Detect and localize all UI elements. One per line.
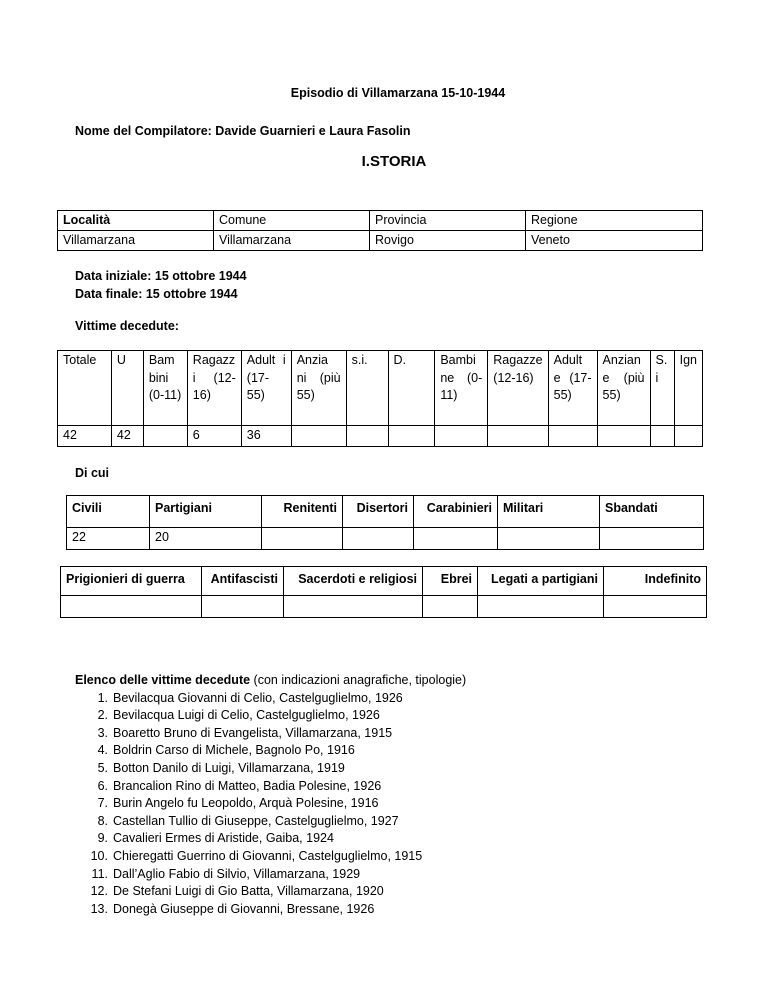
category-value-partigiani: 20 <box>150 528 262 550</box>
victims-value-bambine <box>435 426 488 447</box>
location-header-provincia: Provincia <box>370 211 526 231</box>
category2-header-ebrei: Ebrei <box>423 567 478 596</box>
location-value-comune: Villamarzana <box>214 231 370 251</box>
list-item-number: 2. <box>97 708 108 723</box>
list-item-text: Donegà Giuseppe di Giovanni, Bressane, 1926 <box>113 901 375 916</box>
category2-value-indefinito <box>604 596 707 618</box>
list-item-number: 5. <box>97 760 108 775</box>
victims-value-anziane <box>597 426 650 447</box>
list-item <box>75 830 466 848</box>
location-value-row <box>58 231 703 251</box>
di-cui-label: Di cui <box>75 466 110 480</box>
list-item <box>75 760 466 778</box>
location-header-localita: Località <box>58 211 214 231</box>
victims-header-adulte: Adult e (17-55) <box>548 351 597 426</box>
list-item-text: Castellan Tullio di Giuseppe, Castelguglielmo, 1927 <box>113 813 399 828</box>
category-value-civili: 22 <box>67 528 150 550</box>
victims-header-totale: Totale <box>58 351 112 426</box>
categories-table-2 <box>60 566 707 618</box>
category2-header-legati: Legati a partigiani <box>478 567 604 596</box>
location-value-regione: Veneto <box>526 231 703 251</box>
victims-header-bambini: Bam bini (0-11) <box>143 351 187 426</box>
list-heading-bold: Elenco delle vittime decedute <box>75 673 251 687</box>
victims-header-adulti: Adult i (17-55) <box>241 351 291 426</box>
victims-value-ign <box>674 426 702 447</box>
victims-value-u: 42 <box>111 426 143 447</box>
victims-header-ragazze: Ragazze (12-16) <box>488 351 548 426</box>
category2-value-ebrei <box>423 596 478 618</box>
victims-header-row <box>58 351 703 426</box>
categories2-header-row <box>61 567 707 596</box>
category-value-carabinieri <box>414 528 498 550</box>
list-item-text: Burin Angelo fu Leopoldo, Arquà Polesine, 1916 <box>113 796 379 811</box>
list-item-text: Chieregatti Guerrino di Giovanni, Castelguglielmo, 1915 <box>113 848 423 863</box>
list-item-number: 9. <box>97 831 108 846</box>
list-item <box>75 901 466 919</box>
list-item-number: 8. <box>97 813 108 828</box>
victims-value-s-i <box>650 426 674 447</box>
victims-header-ign: Ign <box>674 351 702 426</box>
compiler-line: Nome del Compilatore: Davide Guarnieri e Laura Fasolin <box>75 124 411 138</box>
categories2-value-row <box>61 596 707 618</box>
list-item <box>75 725 466 743</box>
categories-table <box>66 495 704 550</box>
list-item-number: 13. <box>90 901 108 916</box>
category-value-renitenti <box>262 528 343 550</box>
category2-value-legati <box>478 596 604 618</box>
victims-header-anziani: Anzia ni (più 55) <box>291 351 346 426</box>
location-table <box>57 210 703 251</box>
victims-value-si <box>346 426 388 447</box>
end-date: Data finale: 15 ottobre 1944 <box>75 287 238 301</box>
category2-value-prigionieri <box>61 596 202 618</box>
categories-header-row <box>67 496 704 528</box>
category2-value-sacerdoti <box>284 596 423 618</box>
victims-value-anziani <box>291 426 346 447</box>
victims-header-ragazzi: Ragazz i (12-16) <box>187 351 241 426</box>
list-item <box>75 866 466 884</box>
list-item <box>75 707 466 725</box>
victims-header-bambine: Bambi ne (0-11) <box>435 351 488 426</box>
category-value-sbandati <box>600 528 704 550</box>
category-value-disertori <box>343 528 414 550</box>
list-item <box>75 883 466 901</box>
victims-header-s-i: S. i <box>650 351 674 426</box>
list-item <box>75 690 466 708</box>
category2-value-antifascisti <box>202 596 284 618</box>
victims-header-u: U <box>111 351 143 426</box>
list-item-number: 7. <box>97 796 108 811</box>
list-item <box>75 742 466 760</box>
victims-value-d <box>388 426 435 447</box>
victims-list <box>75 672 466 918</box>
list-item-text: Cavalieri Ermes di Aristide, Gaiba, 1924 <box>113 831 334 846</box>
list-item-text: Dall’Aglio Fabio di Silvio, Villamarzana, 1929 <box>113 866 361 881</box>
location-header-regione: Regione <box>526 211 703 231</box>
list-item-number: 11. <box>91 866 108 881</box>
category2-header-sacerdoti: Sacerdoti e religiosi <box>284 567 423 596</box>
list-item-text: Bevilacqua Luigi di Celio, Castelguglielmo, 1926 <box>113 708 380 723</box>
category-header-renitenti: Renitenti <box>262 496 343 528</box>
start-date: Data iniziale: 15 ottobre 1944 <box>75 269 247 283</box>
category-header-sbandati: Sbandati <box>600 496 704 528</box>
category-header-disertori: Disertori <box>343 496 414 528</box>
list-item-text: Boldrin Carso di Michele, Bagnolo Po, 1916 <box>113 743 355 758</box>
category2-header-prigionieri: Prigionieri di guerra <box>61 567 202 596</box>
list-heading <box>75 672 466 690</box>
location-header-comune: Comune <box>214 211 370 231</box>
list-item-text: De Stefani Luigi di Gio Batta, Villamarzana, 1920 <box>113 884 384 899</box>
location-header-row <box>58 211 703 231</box>
category2-header-indefinito: Indefinito <box>604 567 707 596</box>
list-item-number: 1. <box>97 690 108 705</box>
dates-block <box>75 267 247 303</box>
list-item-number: 3. <box>97 725 108 740</box>
category-value-militari <box>498 528 600 550</box>
list-item-number: 4. <box>97 743 108 758</box>
list-heading-normal: (con indicazioni anagrafiche, tipologie) <box>250 673 467 687</box>
victims-label: Vittime decedute: <box>75 319 179 333</box>
victims-header-anziane: Anzian e (più 55) <box>597 351 650 426</box>
list-item-number: 12. <box>90 884 108 899</box>
victims-value-row <box>58 426 703 447</box>
list-item <box>75 813 466 831</box>
category-header-civili: Civili <box>67 496 150 528</box>
list-item-text: Brancalion Rino di Matteo, Badia Polesine, 1926 <box>113 778 382 793</box>
victims-header-d: D. <box>388 351 435 426</box>
location-value-provincia: Rovigo <box>370 231 526 251</box>
list-item <box>75 795 466 813</box>
victims-value-ragazze <box>488 426 548 447</box>
episode-title: Episodio di Villamarzana 15-10-1944 <box>290 86 506 100</box>
category-header-militari: Militari <box>498 496 600 528</box>
list-item-number: 6. <box>97 778 108 793</box>
category2-header-antifascisti: Antifascisti <box>202 567 284 596</box>
victims-value-bambini <box>143 426 187 447</box>
victims-value-ragazzi: 6 <box>187 426 241 447</box>
victims-value-adulti: 36 <box>241 426 291 447</box>
list-item-number: 10. <box>90 848 108 863</box>
section-title: I.STORIA <box>361 153 427 170</box>
list-item-text: Bevilacqua Giovanni di Celio, Castelguglielmo, 1926 <box>113 690 403 705</box>
location-value-localita: Villamarzana <box>58 231 214 251</box>
categories-value-row <box>67 528 704 550</box>
list-item-text: Botton Danilo di Luigi, Villamarzana, 1919 <box>113 760 345 775</box>
category-header-partigiani: Partigiani <box>150 496 262 528</box>
list-item <box>75 848 466 866</box>
category-header-carabinieri: Carabinieri <box>414 496 498 528</box>
victims-value-adulte <box>548 426 597 447</box>
list-item <box>75 778 466 796</box>
victims-header-si: s.i. <box>346 351 388 426</box>
list-item-text: Boaretto Bruno di Evangelista, Villamarzana, 1915 <box>113 725 393 740</box>
victims-table <box>57 350 703 447</box>
victims-value-totale: 42 <box>58 426 112 447</box>
